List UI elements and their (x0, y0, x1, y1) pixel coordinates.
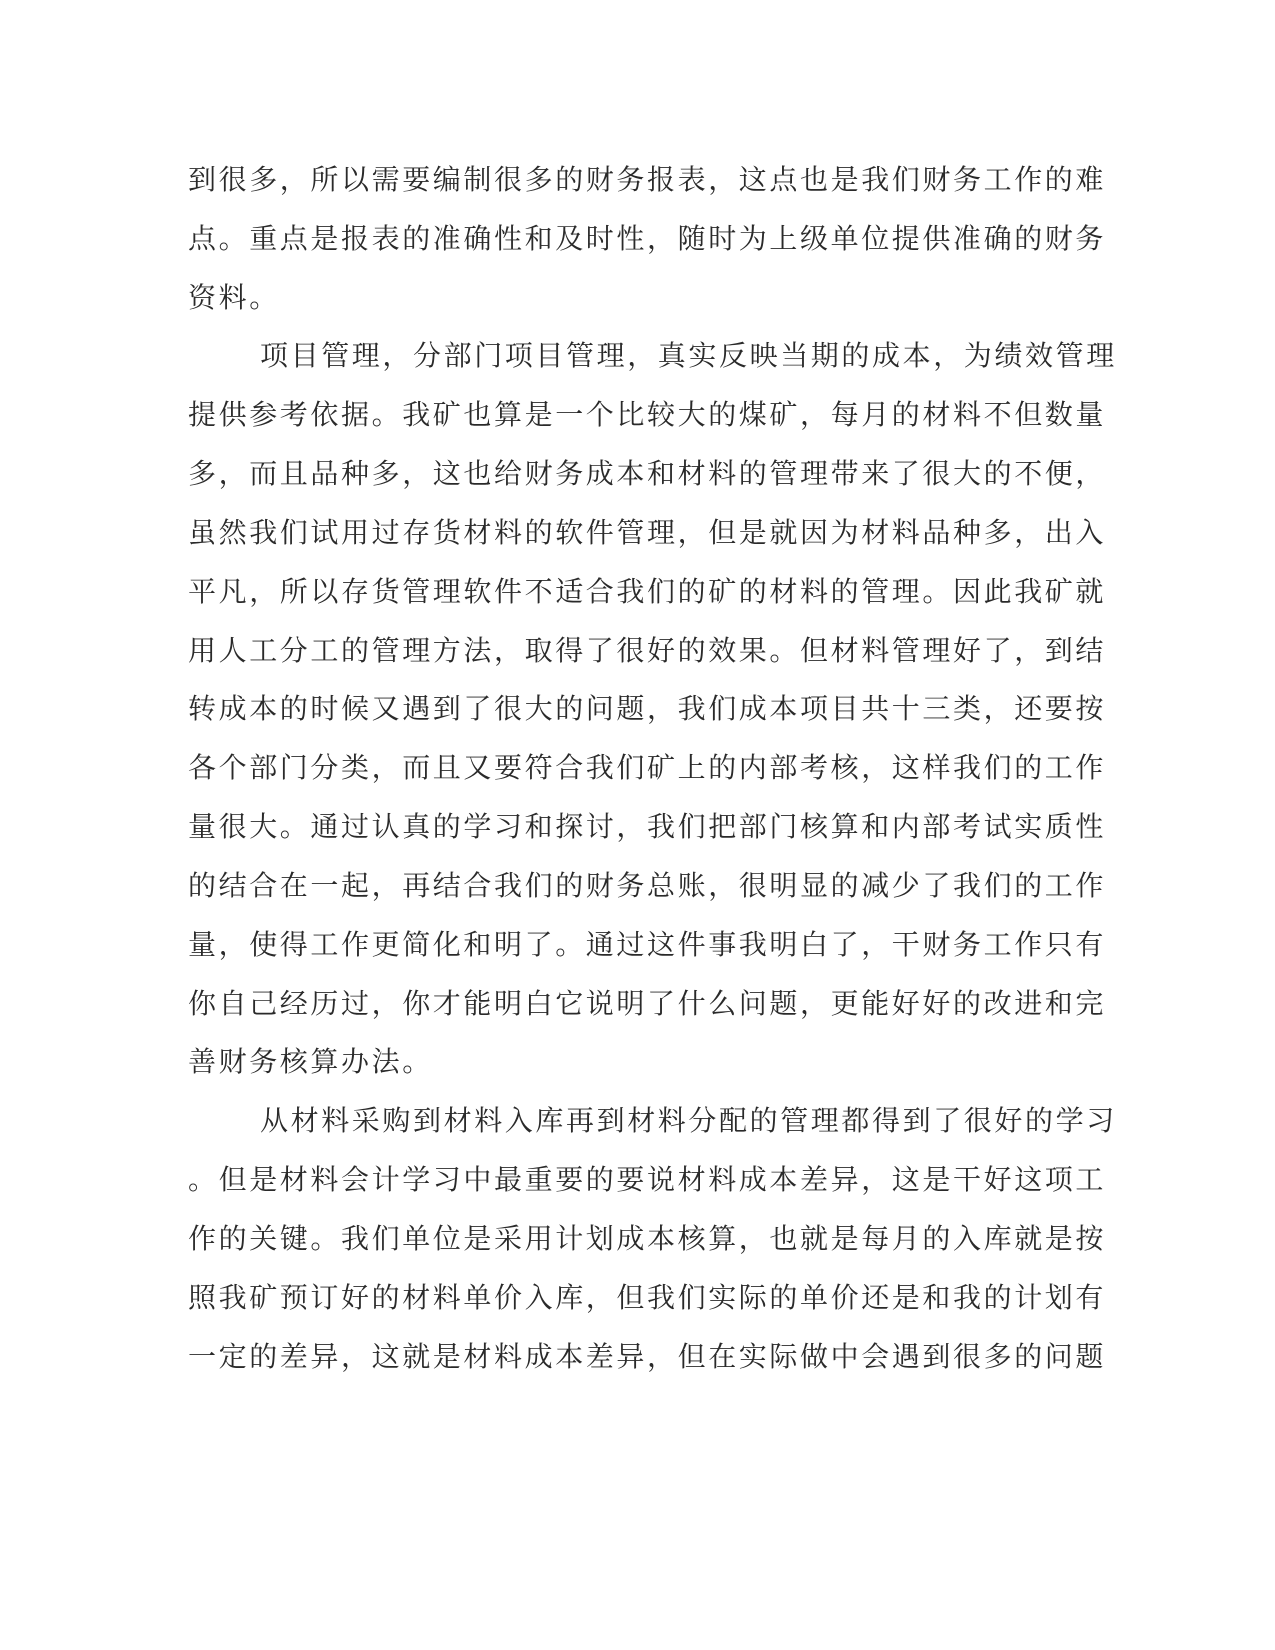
text-line: 照我矿预订好的材料单价入库，但我们实际的单价还是和我的计划有 (188, 1281, 1107, 1314)
text-line: 平凡，所以存货管理软件不适合我们的矿的材料的管理。因此我矿就 (188, 575, 1107, 608)
text-line: 各个部门分类，而且又要符合我们矿上的内部考核，这样我们的工作 (188, 751, 1107, 784)
text-line: 量很大。通过认真的学习和探讨，我们把部门核算和内部考试实质性 (188, 810, 1107, 843)
text-line: 资料。 (188, 281, 280, 314)
text-line: 虽然我们试用过存货材料的软件管理，但是就因为材料品种多，出入 (188, 516, 1107, 549)
text-line: 善财务核算办法。 (188, 1045, 433, 1078)
paragraph-first-line: 从材料采购到材料入库再到材料分配的管理都得到了很好的学习 (260, 1104, 1117, 1137)
text-line: 一定的差异，这就是材料成本差异，但在实际做中会遇到很多的问题 (188, 1340, 1107, 1373)
text-line: 用人工分工的管理方法，取得了很好的效果。但材料管理好了，到结 (188, 634, 1107, 667)
text-line: 多，而且品种多，这也给财务成本和材料的管理带来了很大的不便， (188, 457, 1107, 490)
text-line: 到很多，所以需要编制很多的财务报表，这点也是我们财务工作的难 (188, 163, 1107, 196)
paragraph-first-line: 项目管理，分部门项目管理，真实反映当期的成本，为绩效管理 (260, 339, 1117, 372)
text-line: 作的关键。我们单位是采用计划成本核算，也就是每月的入库就是按 (188, 1222, 1107, 1255)
text-line: 点。重点是报表的准确性和及时性，随时为上级单位提供准确的财务 (188, 222, 1107, 255)
text-line: 量，使得工作更简化和明了。通过这件事我明白了，干财务工作只有 (188, 928, 1107, 961)
text-line: 你自己经历过，你才能明白它说明了什么问题，更能好好的改进和完 (188, 987, 1107, 1020)
text-line: 的结合在一起，再结合我们的财务总账，很明显的减少了我们的工作 (188, 869, 1107, 902)
text-line: 。但是材料会计学习中最重要的要说材料成本差异，这是干好这项工 (188, 1163, 1107, 1196)
text-line: 转成本的时候又遇到了很大的问题，我们成本项目共十三类，还要按 (188, 692, 1107, 725)
text-line: 提供参考依据。我矿也算是一个比较大的煤矿，每月的材料不但数量 (188, 398, 1107, 431)
